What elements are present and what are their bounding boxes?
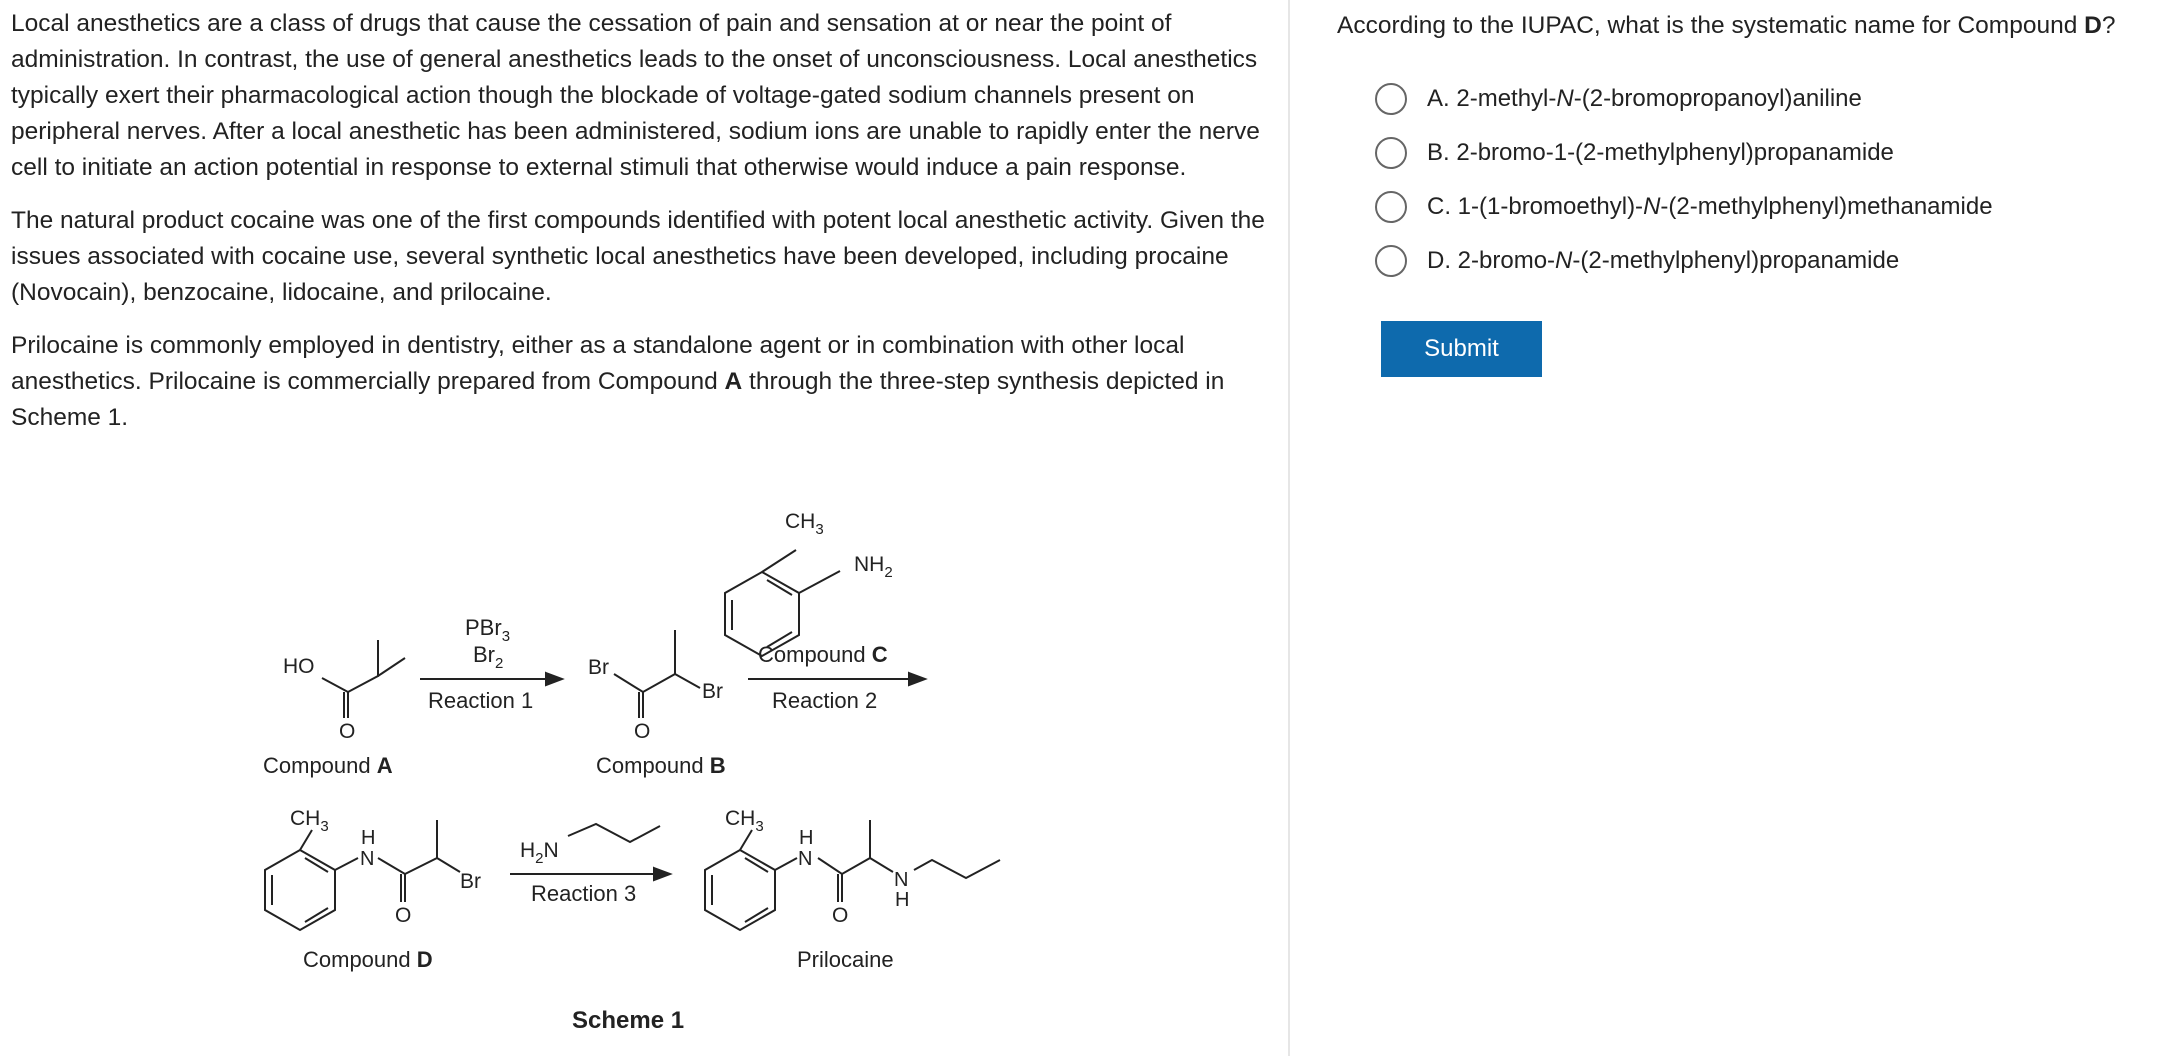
prilocaine-ring	[705, 850, 775, 930]
compound-c-bond	[799, 571, 840, 593]
reagent-pbr3: PBr$_3$	[465, 615, 511, 645]
choice-letter: C.	[1427, 193, 1451, 220]
scheme-title: Scheme 1	[572, 1007, 685, 1034]
compound-d-bond	[437, 858, 460, 872]
reaction-2-label: Reaction 2	[772, 688, 878, 713]
paragraph-3: Prilocaine is commonly employed in dentistry, either as a standalone agent or in combination with other local anesthetics. Prilocaine is commercially prepared from Compound A through the three-step synthesis depicted in Scheme 1.	[11, 332, 1225, 431]
atom-o: O	[832, 904, 849, 927]
question-prompt: According to the IUPAC, what is the systematic name for Compound D?	[1337, 12, 2116, 39]
atom-n: N	[798, 848, 813, 870]
answer-choice-a[interactable]: A. 2-methyl- N -(2-bromopropanoyl)aniline	[1375, 79, 1862, 119]
prilocaine-bond	[740, 830, 752, 850]
scheme-1-figure	[0, 470, 1288, 1056]
prilocaine-chain	[818, 820, 870, 874]
radio-button[interactable]	[1375, 83, 1407, 115]
atom-h: H	[361, 827, 376, 849]
reaction-1-arrowhead	[546, 673, 562, 685]
atom-br: Br	[588, 656, 609, 679]
amine-label: $NH_2$	[854, 553, 893, 581]
compound-b-skeleton	[614, 630, 675, 692]
choice-letter: B.	[1427, 139, 1450, 166]
prilocaine-label: Prilocaine	[797, 947, 894, 972]
compound-a-bond	[378, 658, 405, 676]
methyl-label: $CH_3$	[725, 807, 764, 835]
compound-d-chain	[378, 820, 437, 874]
atom-br: Br	[460, 870, 481, 893]
panel-divider	[1288, 0, 1290, 1056]
prilocaine-bond	[870, 858, 893, 872]
choice-letter: A.	[1427, 85, 1450, 112]
methyl-label: $CH_3$	[785, 510, 824, 538]
atom-o: O	[634, 720, 651, 743]
paragraph-1: Local anesthetics are a class of drugs that cause the cessation of pain and sensation at or near the point of administration. In contrast, the use of general anesthetics leads to the onset of unconsciousness. Local anesthetics typically exert their pharmacological action though the blockade of voltage-gated sodium channels present on peripheral nerves. After a local anesthetic has been administered, sodium ions are unable to rapidly enter the nerve cell to initiate an action potential in response to external stimuli that otherwise would induce a pain response.	[11, 10, 1260, 181]
compound-a-skeleton	[322, 640, 378, 692]
compound-c-label: Compound C	[758, 642, 888, 667]
answer-choice-c[interactable]: C. 1-(1-bromoethyl)- N -(2-methylphenyl)methanamide	[1375, 187, 1993, 227]
answer-choice-d[interactable]: D. 2-bromo- N -(2-methylphenyl)propanamide	[1375, 241, 1899, 281]
passage-text	[11, 6, 1271, 453]
answer-choice-b[interactable]: B. 2-bromo-1-(2-methylphenyl)propanamide	[1375, 133, 1894, 173]
methyl-label: $CH_3$	[290, 807, 329, 835]
reaction-3-arrowhead	[654, 868, 670, 880]
reagent-br2: $Br_2$	[473, 642, 504, 672]
reaction-3-label: Reaction 3	[531, 881, 637, 906]
paragraph-2: The natural product cocaine was one of the first compounds identified with potent local anesthetic activity. Given the issues associated with cocaine use, several synthetic local anesthetics have been developed, including procaine (Novocain), benzocaine, lidocaine, and prilocaine.	[11, 207, 1265, 306]
scheme-bonds	[265, 550, 1000, 930]
atom-n: N	[360, 848, 375, 870]
compound-c-bond	[762, 550, 796, 572]
atom-br: Br	[702, 680, 723, 703]
submit-button[interactable]: Submit	[1381, 321, 1542, 377]
atom-h: H	[799, 827, 814, 849]
compound-a-label: Compound A	[263, 753, 393, 778]
compound-d-ring	[265, 850, 335, 930]
atom-o: O	[339, 720, 356, 743]
compound-b-bond	[675, 674, 700, 688]
prilocaine-propyl	[914, 860, 1000, 878]
radio-button[interactable]	[1375, 137, 1407, 169]
atom-o: O	[395, 904, 412, 927]
choice-letter: D.	[1427, 247, 1451, 274]
reaction-3-reagent	[568, 824, 660, 842]
compound-d-label: Compound D	[303, 947, 433, 972]
atom-n: N	[894, 869, 909, 891]
atom-ho: HO	[283, 655, 315, 678]
radio-button[interactable]	[1375, 245, 1407, 277]
atom-h: H	[895, 889, 910, 911]
compound-d-bond	[335, 858, 358, 870]
reaction-1-label: Reaction 1	[428, 688, 534, 713]
radio-button[interactable]	[1375, 191, 1407, 223]
reaction-2-arrowhead	[909, 673, 925, 685]
compound-b-label: Compound B	[596, 753, 726, 778]
prilocaine-bond	[775, 858, 797, 870]
propylamine-label: $H_2N$	[520, 839, 559, 867]
compound-d-bond	[300, 830, 312, 850]
